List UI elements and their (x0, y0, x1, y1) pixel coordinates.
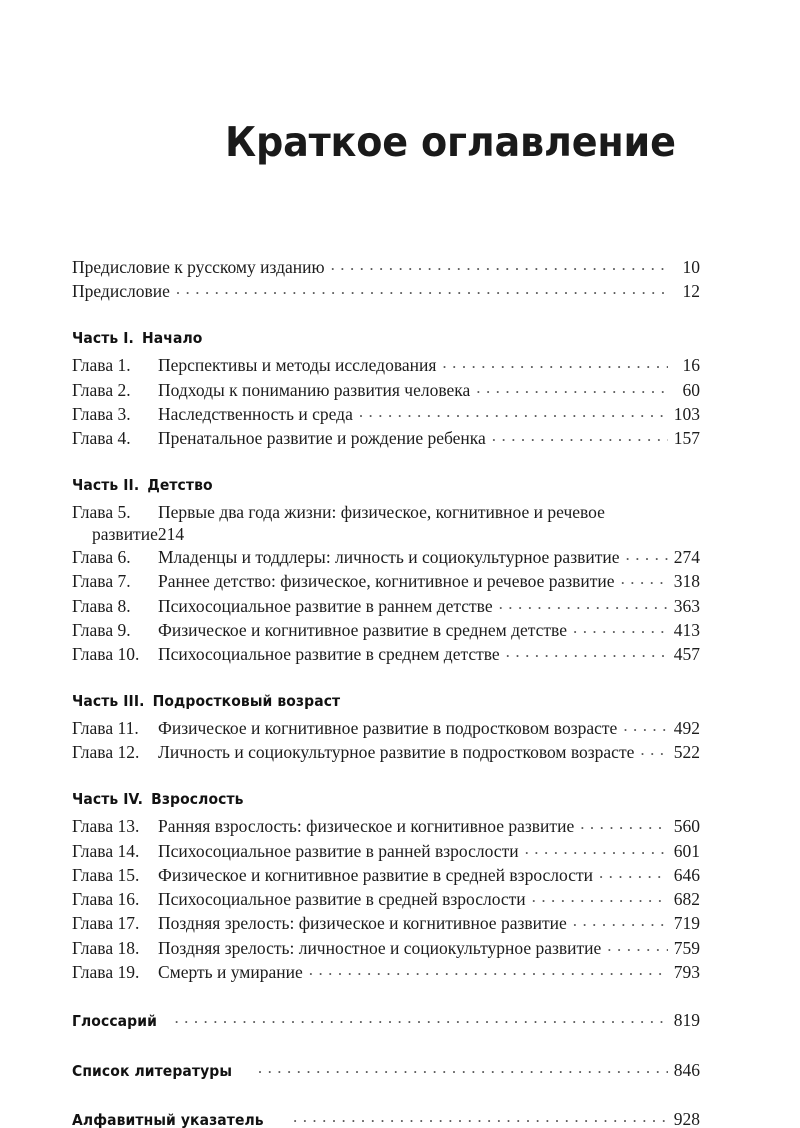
chapter-label: Глава 7. (72, 571, 131, 592)
dot-leader (640, 741, 668, 759)
page-number: 928 (673, 1109, 700, 1128)
dot-leader (309, 961, 668, 979)
part-number: Часть III. (72, 691, 145, 710)
page-title: Краткое оглавление (225, 118, 676, 166)
chapter-line-1 (72, 501, 700, 523)
chapter-label: Глава 16. (72, 889, 140, 910)
part-number: Часть I. (72, 328, 134, 347)
part-title: Начало (142, 328, 203, 347)
chapter-row[interactable] (72, 594, 700, 617)
page-number: 363 (673, 595, 700, 616)
front-matter-title: Предисловие к русскому изданию (72, 256, 325, 277)
front-matter-title: Предисловие (72, 281, 170, 302)
chapter-label: Глава 15. (72, 864, 140, 885)
back-matter-row[interactable] (72, 1108, 700, 1128)
chapter-title: Психосоциальное развитие в средней взрослости (158, 889, 526, 910)
toc-content (72, 255, 700, 1128)
chapter-row[interactable] (72, 618, 700, 641)
part-number: Часть II. (72, 475, 140, 494)
chapter-label: Глава 10. (72, 644, 140, 665)
chapter-row[interactable] (72, 912, 700, 935)
part-title: Детство (147, 475, 213, 494)
chapter-title: Наследственность и среда (158, 403, 353, 424)
chapter-row[interactable] (72, 863, 700, 886)
page-number: 759 (673, 937, 700, 958)
dot-leader (573, 618, 668, 636)
page-number: 819 (673, 1010, 700, 1031)
chapter-title: Смерть и умирание (158, 962, 303, 982)
page-number: 318 (673, 571, 700, 592)
part-title: Подростковый возраст (152, 691, 341, 710)
chapter-title: Пренатальное развитие и рождение ребенка (158, 428, 486, 449)
chapter-title: Перспективы и методы исследования (158, 355, 437, 376)
page-number: 719 (673, 913, 700, 934)
dot-leader (626, 545, 668, 563)
chapter-row[interactable] (72, 643, 700, 666)
dot-leader (258, 1060, 668, 1076)
chapter-label: Глава 19. (72, 962, 140, 982)
dot-leader (621, 570, 668, 588)
chapter-row[interactable] (72, 741, 700, 764)
chapter-title: Младенцы и тоддлеры: личность и социокультурное развитие (158, 546, 620, 567)
chapter-label: Глава 6. (72, 546, 131, 567)
dot-leader (499, 594, 668, 612)
page-number: 16 (682, 355, 700, 376)
dot-leader (599, 863, 668, 881)
chapter-label: Глава 3. (72, 403, 131, 424)
dot-leader (174, 1010, 668, 1026)
page-number: 12 (682, 281, 700, 302)
part-title: Взрослость (151, 789, 244, 808)
chapter-title: Поздняя зрелость: личностное и социокультурное развитие (158, 937, 602, 958)
chapter-title: Поздняя зрелость: физическое и когнитивное развитие (158, 913, 567, 934)
chapter-row[interactable] (72, 501, 700, 546)
front-matter-row[interactable] (72, 255, 700, 278)
chapter-title: Подходы к пониманию развития человека (158, 379, 471, 400)
chapter-title: Психосоциальное развитие в раннем детстве (158, 595, 493, 616)
dot-leader (331, 255, 668, 273)
page-number: 457 (673, 644, 700, 665)
chapter-label: Глава 5. (72, 501, 131, 522)
chapter-row[interactable] (72, 402, 700, 425)
chapter-label: Глава 13. (72, 816, 140, 837)
page-number: 60 (682, 379, 700, 400)
page-number: 214 (157, 524, 185, 545)
part-heading (72, 692, 637, 710)
chapter-label: Глава 4. (72, 428, 131, 449)
back-matter-row[interactable] (72, 1009, 700, 1032)
chapter-row[interactable] (72, 888, 700, 911)
chapter-label: Глава 9. (72, 619, 131, 640)
chapter-title: Физическое и когнитивное развитие в подростковом возрасте (158, 718, 618, 739)
back-matter-row[interactable] (72, 1059, 700, 1082)
dot-leader (359, 402, 668, 420)
part-number: Часть IV. (72, 789, 144, 808)
dot-leader (607, 936, 668, 954)
chapter-title: Первые два года жизни: физическое, когнитивное и речевое (158, 501, 605, 522)
chapter-title-continued: развитие (92, 524, 158, 545)
dot-leader (176, 280, 668, 298)
chapter-row[interactable] (72, 815, 700, 838)
dot-leader (492, 427, 668, 445)
chapter-title: Психосоциальное развитие в ранней взрослости (158, 840, 519, 861)
chapter-title: Раннее детство: физическое, когнитивное и речевое развитие (158, 571, 615, 592)
chapter-row[interactable] (72, 570, 700, 593)
page-number: 103 (673, 403, 700, 424)
page-number: 492 (673, 718, 700, 739)
chapter-label: Глава 18. (72, 937, 140, 958)
page-number: 522 (673, 742, 700, 763)
chapter-title: Личность и социокультурное развитие в подростковом возрасте (158, 742, 635, 763)
chapter-row[interactable] (72, 839, 700, 862)
dot-leader (442, 354, 668, 372)
dot-leader (580, 815, 668, 833)
chapter-row[interactable] (72, 545, 700, 568)
chapter-title: Физическое и когнитивное развитие в средней взрослости (158, 864, 593, 885)
dot-leader (573, 912, 668, 930)
chapter-row[interactable] (72, 961, 700, 984)
chapter-label: Глава 14. (72, 840, 140, 861)
chapter-label: Глава 1. (72, 355, 131, 376)
parts-list (72, 329, 700, 984)
page-number: 413 (673, 619, 700, 640)
front-matter-list (72, 255, 700, 303)
chapter-label: Глава 2. (72, 379, 131, 400)
page-number: 601 (673, 840, 700, 861)
chapter-label: Глава 8. (72, 595, 131, 616)
page-number: 560 (673, 816, 700, 837)
chapter-label: Глава 11. (72, 718, 139, 739)
front-matter-row[interactable] (72, 280, 700, 303)
page-number: 274 (673, 546, 700, 567)
dot-leader (623, 717, 668, 735)
part-heading (72, 790, 637, 808)
chapter-label: Глава 12. (72, 742, 140, 763)
back-matter-list (72, 1009, 700, 1128)
part-heading (72, 329, 637, 347)
page-number: 793 (673, 962, 700, 982)
dot-leader (506, 643, 668, 661)
chapter-title: Физическое и когнитивное развитие в среднем детстве (158, 619, 567, 640)
chapter-row[interactable] (72, 378, 700, 401)
part-heading (72, 476, 637, 494)
page-number: 682 (673, 889, 700, 910)
back-matter-title: Алфавитный указатель (72, 1111, 264, 1128)
page-number: 157 (673, 428, 700, 449)
chapter-row[interactable] (72, 354, 700, 377)
dot-leader (532, 888, 668, 906)
chapter-row[interactable] (72, 427, 700, 450)
chapter-title: Психосоциальное развитие в среднем детстве (158, 644, 500, 665)
chapter-title: Ранняя взрослость: физическое и когнитивное развитие (158, 816, 575, 837)
chapter-line-2 (72, 523, 700, 545)
dot-leader (476, 378, 668, 396)
page-number: 10 (682, 256, 700, 277)
dot-leader (293, 1109, 668, 1125)
back-matter-title: Список литературы (72, 1061, 233, 1080)
dot-leader (525, 839, 668, 857)
page-number: 846 (673, 1059, 700, 1080)
chapter-row[interactable] (72, 936, 700, 959)
chapter-row[interactable] (72, 717, 700, 740)
back-matter-title: Глоссарий (72, 1012, 157, 1031)
chapter-label: Глава 17. (72, 913, 140, 934)
page-number: 646 (673, 864, 700, 885)
